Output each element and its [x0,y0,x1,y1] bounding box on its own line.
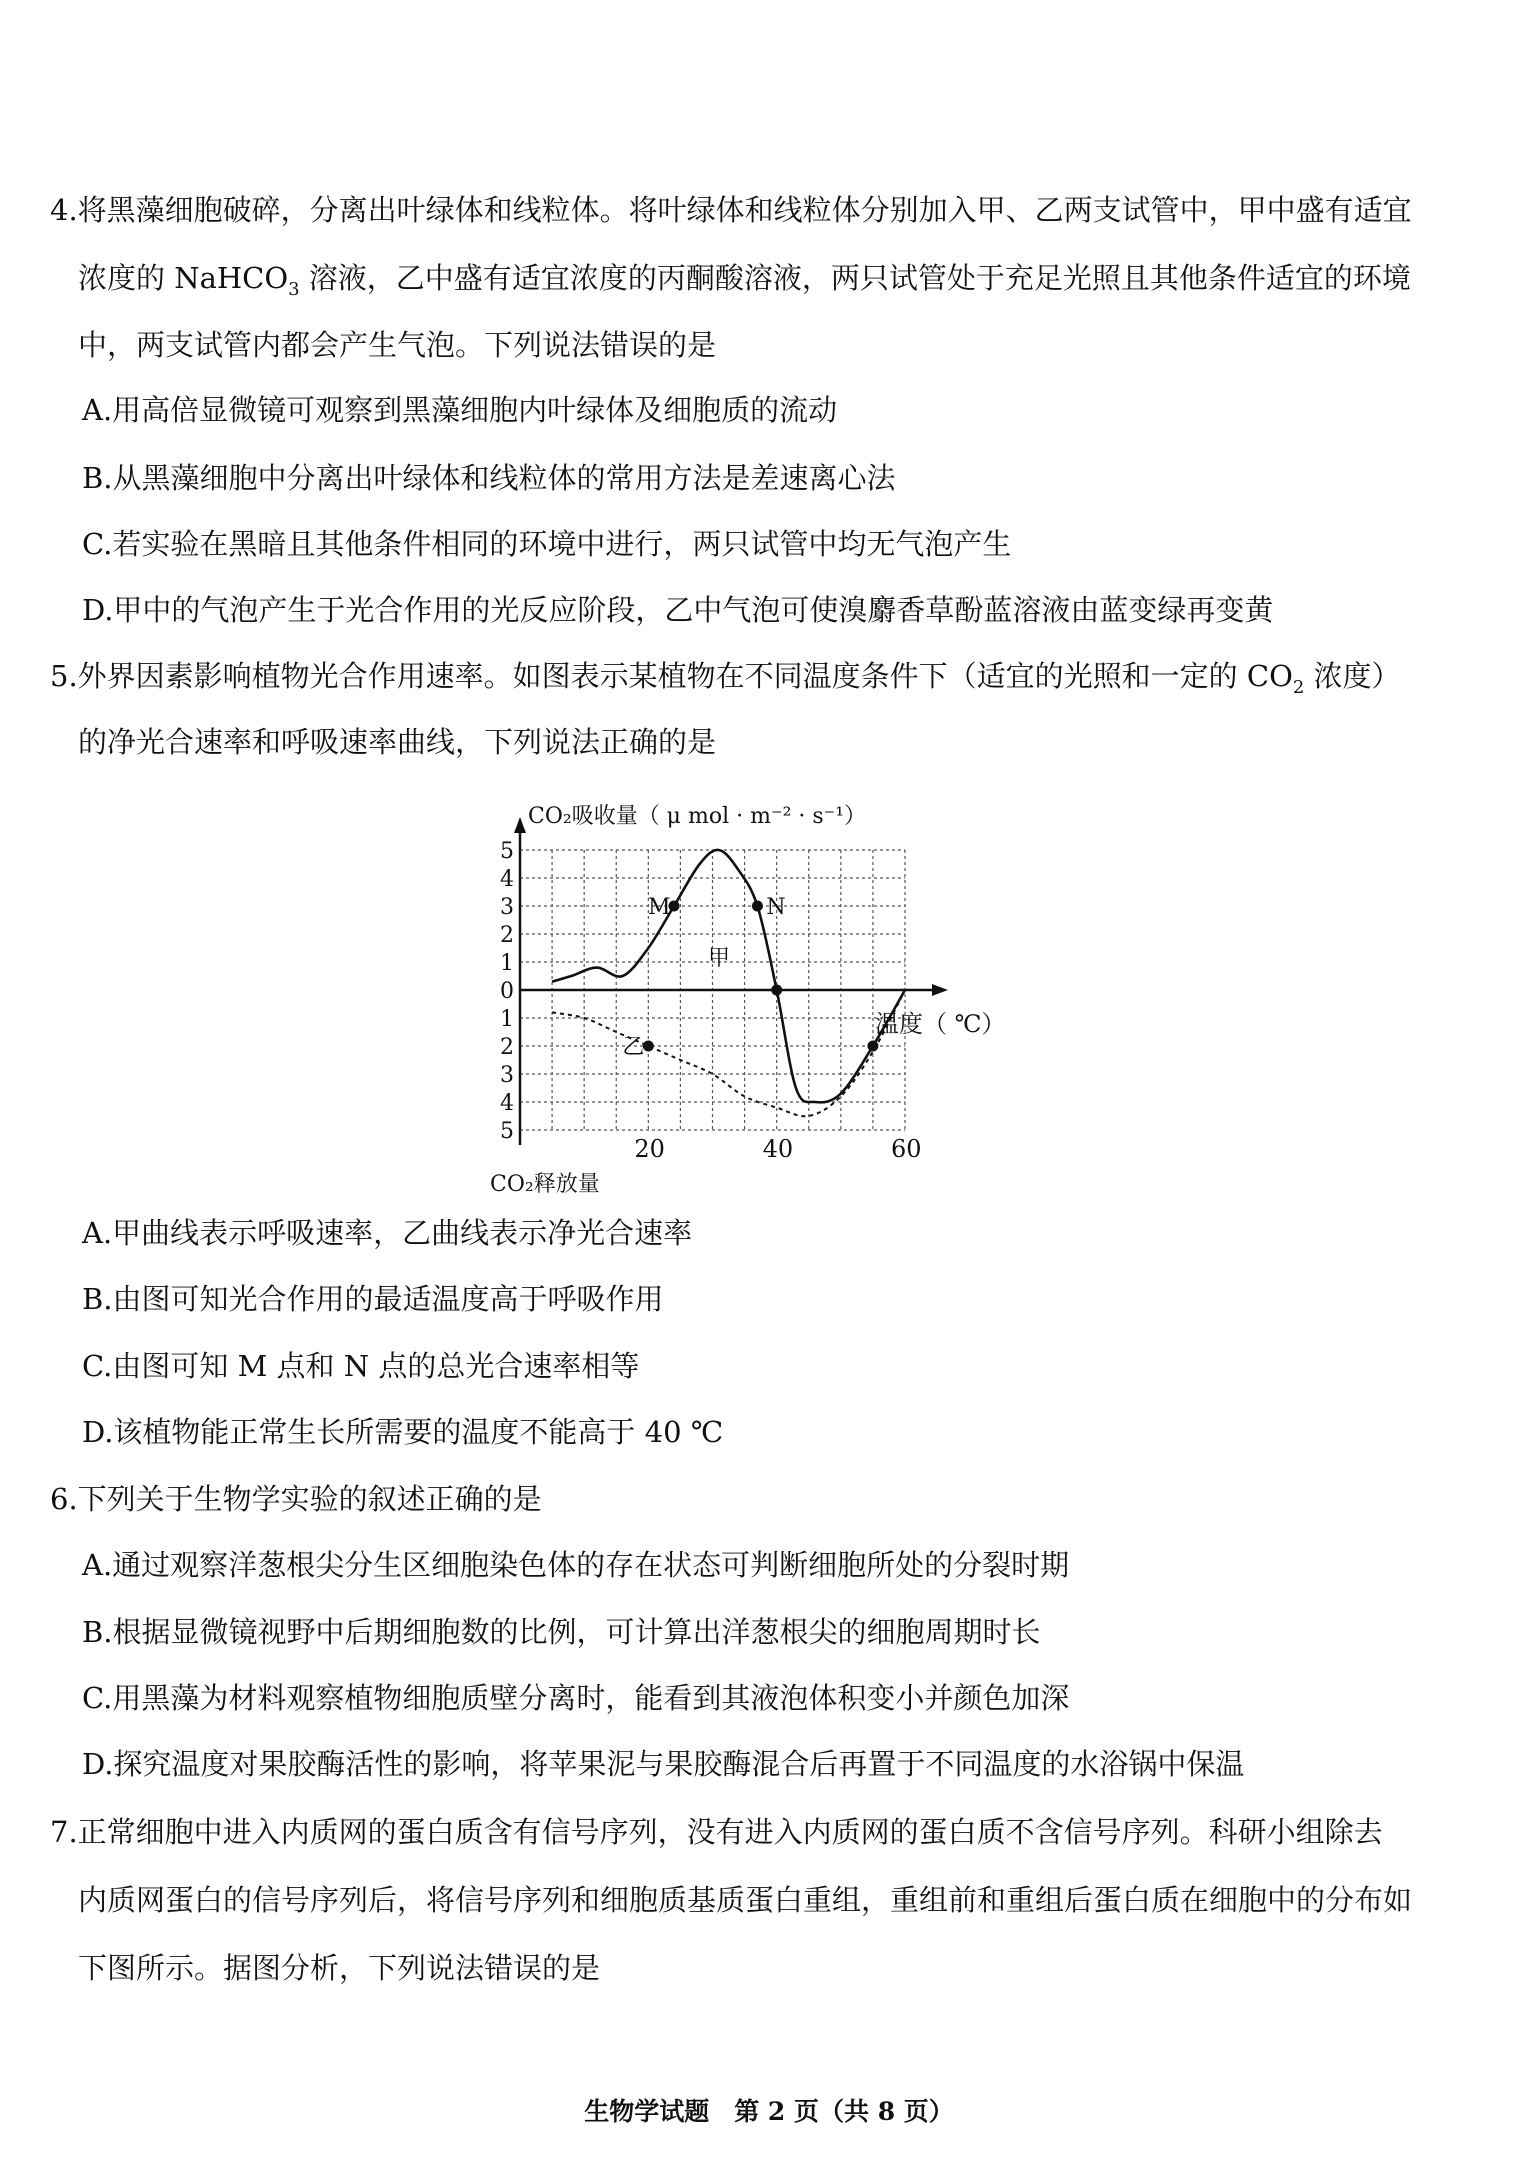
q5-stem-line-2: 的净光合速率和呼吸速率曲线，下列说法正确的是 [78,725,717,759]
q5-option-c: C.由图可知 M 点和 N 点的总光合速率相等 [82,1349,640,1383]
y-tick-label: 2 [500,923,514,948]
y-tick-label: 0 [500,979,514,1004]
curve-label-jia: 甲 [708,946,731,971]
y-tick-label: 4 [500,1091,514,1116]
q4-option-a: A.用高倍显微镜可观察到黑藻细胞内叶绿体及细胞质的流动 [82,393,838,427]
q6-option-b: B.根据显微镜视野中后期细胞数的比例，可计算出洋葱根尖的细胞周期时长 [82,1615,1041,1649]
y-tick-label: 1 [500,951,514,976]
point-label: 乙 [622,1035,645,1060]
x-tick-label: 40 [762,1135,794,1163]
data-point [771,985,782,996]
y-axis-arrow [514,817,526,833]
q6-option-d: D.探究温度对果胶酶活性的影响，将苹果泥与果胶酶混合后再置于不同温度的水浴锅中保温 [82,1747,1245,1781]
y-tick-label: 5 [500,1119,514,1144]
q6-option-a: A.通过观察洋葱根尖分生区细胞染色体的存在状态可判断细胞所处的分裂时期 [82,1548,1070,1582]
series-yi-line [552,990,905,1116]
y-tick-label: 2 [500,1035,514,1060]
q7-stem-line-2: 内质网蛋白的信号序列后，将信号序列和细胞质基质蛋白重组，重组前和重组后蛋白质在细胞中的分布如 [78,1883,1413,1917]
q4-option-d: D.甲中的气泡产生于光合作用的光反应阶段，乙中气泡可使溴麝香草酚蓝溶液由蓝变绿再变黄 [82,593,1274,627]
q4-stem-line-3: 中，两支试管内都会产生气泡。下列说法错误的是 [78,328,717,362]
q4-option-c: C.若实验在黑暗且其他条件相同的环境中进行，两只试管中均无气泡产生 [82,527,1012,561]
q5-stem-text-2: 浓度） [1304,659,1401,693]
data-point [643,1041,654,1052]
y-tick-label: 3 [500,895,514,920]
q6-stem: 6.下列关于生物学实验的叙述正确的是 [50,1482,542,1516]
q5-option-b: B.由图可知光合作用的最适温度高于呼吸作用 [82,1282,664,1316]
y-label-bottom: CO₂释放量 [490,1172,600,1197]
q5-option-a: A.甲曲线表示呼吸速率，乙曲线表示净光合速率 [82,1216,693,1250]
page-footer: 生物学试题 第 2 页（共 8 页） [584,2097,954,2126]
x-label: 温度（ ℃） [875,1010,1006,1038]
q5-subscript: 2 [1292,676,1305,698]
y-tick-label: 4 [500,867,514,892]
y-label-top: CO₂吸收量（ μ mol · m⁻² · s⁻¹） [528,804,867,829]
x-tick-label: 20 [634,1135,665,1163]
q4-subscript: 3 [288,278,300,300]
q5-option-d: D.该植物能正常生长所需要的温度不能高于 40 ℃ [82,1415,724,1449]
series-jia-line [552,850,905,1102]
q4-stem-line-2 [78,258,1411,310]
q7-stem-line-3: 下图所示。据图分析，下列说法错误的是 [78,1951,601,1985]
point-label: M [648,895,671,920]
tick-labels [500,839,922,1163]
q5-stem-line-1 [50,656,1401,708]
q4-stem-text: 浓度的 NaHCO [78,261,289,295]
y-tick-label: 3 [500,1063,514,1088]
q4-option-b: B.从黑藻细胞中分离出叶绿体和线粒体的常用方法是差速离心法 [82,461,896,495]
q4-stem-line-1: 4.将黑藻细胞破碎，分离出叶绿体和线粒体。将叶绿体和线粒体分别加入甲、乙两支试管中，甲中盛有适宜 [50,193,1412,227]
y-tick-label: 5 [500,839,514,864]
chart-axes [514,817,948,1145]
q5-stem-text: 5.外界因素影响植物光合作用速率。如图表示某植物在不同温度条件下（适宜的光照和一定的 CO [50,659,1293,693]
co2-chart [480,795,1040,1200]
y-tick-label: 1 [500,1007,514,1032]
q4-stem-text-2: 溶液，乙中盛有适宜浓度的丙酮酸溶液，两只试管处于充足光照且其他条件适宜的环境 [299,261,1411,295]
q6-option-c: C.用黑藻为材料观察植物细胞质壁分离时，能看到其液泡体积变小并颜色加深 [82,1681,1070,1715]
x-axis-arrow [932,984,948,996]
x-tick-label: 60 [891,1135,922,1163]
point-label: N [766,895,786,920]
data-point [752,901,763,912]
q7-stem-line-1: 7.正常细胞中进入内质网的蛋白质含有信号序列，没有进入内质网的蛋白质不含信号序列。科研小组除去 [50,1815,1383,1849]
data-points [622,895,878,1060]
data-point [867,1041,878,1052]
